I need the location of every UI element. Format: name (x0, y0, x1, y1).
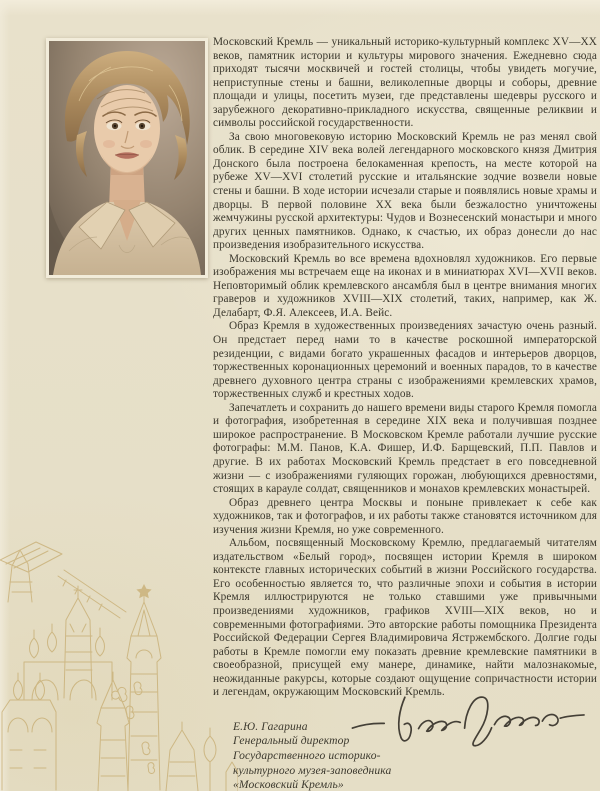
signatory-name: Е.Ю. Гагарина (233, 719, 308, 733)
paragraph-6: Образ древнего центра Москвы и поныне привлекает к себе как художников, так и фотографов, и их работы также становятся источником для изучения жизни Кремля, но уже современного. (213, 496, 597, 536)
paragraph-4: Образ Кремля в художественных произведениях зачастую очень разный. Он предстает перед нами то в качестве роскошной императорской резиденции, с видами богато украшенных фасадов и интерьеров дворцов, торжественных коронационных церемоний и военных парадов, то в качестве древнего духовного центра страны с изображениями кремлевских храмов, торжественных служб и крестных ходов. (213, 320, 597, 401)
handwritten-signature (347, 680, 590, 754)
signatory-title-line: «Московский Кремль» (233, 778, 344, 791)
paragraph-3: Московский Кремль во все времена вдохновлял художников. Его первые изображения мы встречаем еще на иконах и в миниатюрах XVI—XVII веков. Неповторимый облик кремлевского ансамбля был в центре внимания многих граверов и художников XVIII—XIX столетий, таких, например, как Ж. Делабарт, Ф.Я. Алексеев, И.А. Вейс. (213, 252, 597, 319)
paragraph-7: Альбом, посвященный Московскому Кремлю, предлагаемый читателям издательством «Белый город», посвящен истории Кремля в широком контексте главных исторических событий в жизни Российского государства. Его особенностью является то, что различные эпохи и события в истории Кремля иллюстрируются не только ставшими уже привычными произведениями художников, графиков XVIII—XIX веков, но и современными фотографиями. Это авторские работы помощника Президента Российской Федерации Сергея Владимировича Ястржембского. Долгие годы работы в Кремле помогли ему показать древние кремлевские памятники в своеобразной, присущей ему манере, динамике, найти малознакомые, неожиданные ракурсы, которые создают ощущение сопричастности истории и легендам, окружающим Московский Кремль. (213, 537, 597, 699)
signatory-title-line: Государственного историко- (233, 748, 381, 762)
intro-text-column (213, 36, 597, 791)
signatory-title-line: культурного музея-заповедника (233, 763, 392, 777)
portrait-photo (46, 38, 208, 278)
portrait-illustration (49, 41, 205, 275)
paragraph-2: За свою многовековую историю Московский Кремль не раз менял свой облик. В середине XIV века волей легендарного московского князя Дмитрия Донского была построена белокаменная крепость, на месте которой на рубеже XV—XVI столетий русские и итальянские зодчие возвели новые стены и башни. В ходе истории исчезали старые и появлялись новые храмы и дворцы. В первой половине XX века были безжалостно уничтожены жемчужины русской архитектуры: Чудов и Вознесенский монастыри и много других ценных памятников. Однако, к счастью, их образ донесли до нас произведения изобразительного искусства. (213, 130, 597, 252)
signatory-title-line: Генеральный директор (233, 734, 350, 748)
kremlin-watermark-drawing (0, 540, 238, 791)
paragraph-1: Московский Кремль — уникальный историко-культурный комплекс XV—XX веков, памятник истории и культуры мирового значения. Ежедневно сюда приходят тысячи москвичей и гостей столицы, чтобы увидеть могучие, неприступные стены и башни, великолепные дворцы и соборы, древние площади и улицы, посетить музеи, где представлены шедевры русского и зарубежного декоративно-прикладного искусства, священные реликвии и символы российской государственности. (213, 36, 597, 130)
paragraph-5: Запечатлеть и сохранить до нашего времени виды старого Кремля помогла и фотография, изобретенная в середине XIX века и получившая позднее широкое распространение. В Московском Кремле работали лучшие русские фотографы: М.М. Панов, К.А. Фишер, И.Ф. Барщевский, П.П. Павлов и другие. В их работах Московский Кремль предстает в его повседневной жизни — с изображениями гуляющих горожан, любующихся древностями, стоящих в карауле солдат, священников и монахов кремлевских монастырей. (213, 401, 597, 496)
